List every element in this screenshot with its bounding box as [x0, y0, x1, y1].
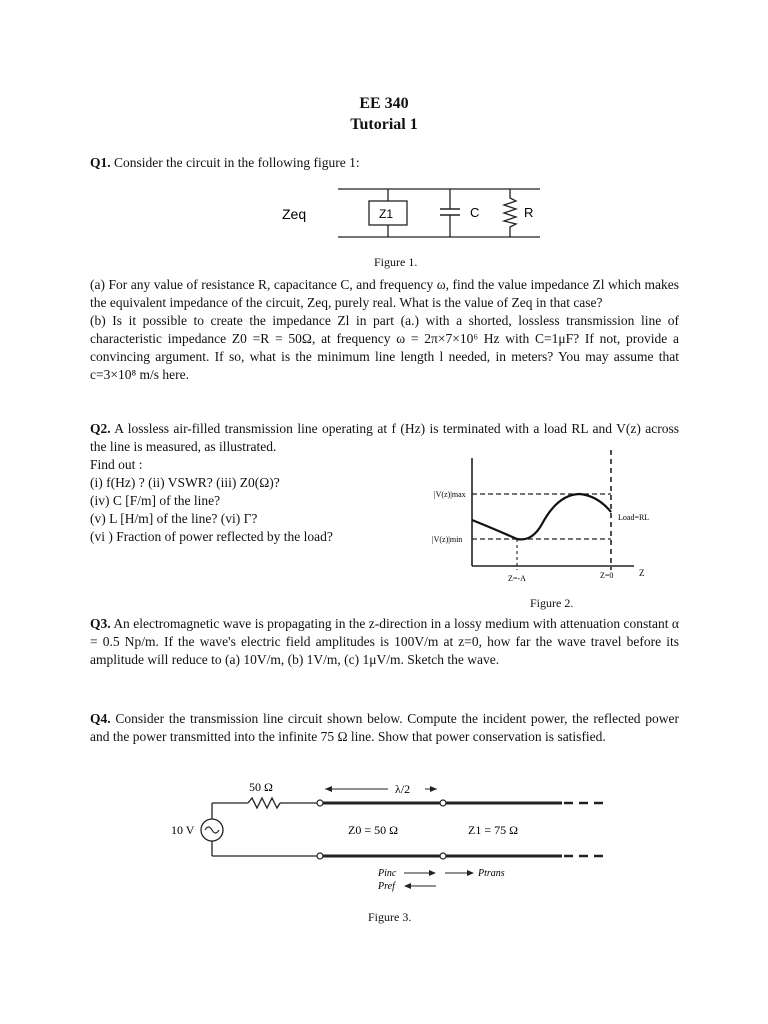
q1-part-a: (a) For any value of resistance R, capacitance C, and frequency ω, find the value impedance Zl which makes the equivalent impedance of the circuit, Zeq, purely real. What is the value of Zeq in that case? [90, 277, 679, 310]
figure-3-pref-label: Pref [378, 881, 395, 892]
figure-3-caption: Figure 3. [368, 910, 412, 924]
figure-3-pinc-label: Pinc [378, 868, 397, 879]
figure-1-r-label: R [524, 205, 534, 220]
figure-3-z1-label: Z1 = 75 Ω [468, 823, 519, 837]
q2-find-list [90, 456, 430, 546]
figure-2-load-label: Load=RL [618, 513, 650, 522]
figure-2-standing-wave [430, 450, 660, 586]
q3-text: An electromagnetic wave is propagating in the z-direction in a lossy medium with attenuation constant α = 0.5 Np/m. If the wave's electric field amplitudes is 100V/m at z=0, how far the wave travel before its amplitude will reduce to (a) 10V/m, (b) 1V/m, (c) 1μV/m. Sketch the wave. [90, 616, 680, 667]
tutorial-subtitle: Tutorial 1 [350, 116, 418, 133]
figure-2-vmin-label: |V(z)|min [432, 535, 463, 544]
figure-3-ptrans-label: Ptrans [478, 868, 505, 879]
figure-2-z-axis-label: Z [639, 568, 645, 578]
q1-parts [90, 276, 679, 384]
q4-label: Q4. [90, 711, 111, 726]
figure-2-voltage-curve [472, 494, 611, 539]
q1-intro [90, 154, 679, 172]
figure-3-source-label: 10 V [171, 823, 195, 837]
q2-label: Q2. [90, 421, 111, 436]
figure-3-junction [440, 800, 446, 806]
q3-label: Q3. [90, 616, 111, 631]
course-title: EE 340 [359, 95, 409, 112]
figure-2-vmax-label: |V(z)|max [434, 490, 466, 499]
q2-find-out: Find out : [90, 457, 143, 472]
q2-item: (v) L [H/m] of the line? (vi) Γ? [90, 511, 258, 526]
figure-3-terminal [317, 800, 323, 806]
figure-1-caption: Figure 1. [374, 255, 418, 269]
q3-block [90, 615, 679, 669]
figure-2-z-zero-label: Z=0 [600, 571, 614, 580]
figure-2-caption: Figure 2. [530, 596, 574, 610]
figure-3-transmission-line [160, 776, 610, 906]
figure-3-z0-label: Z0 = 50 Ω [348, 823, 399, 837]
q2-item: (iv) C [F/m] of the line? [90, 493, 221, 508]
q4-text: Consider the transmission line circuit shown below. Compute the incident power, the reflected power and the power transmitted into the infinite 75 Ω line. Show that power conservation is satisfied. [90, 711, 680, 744]
figure-3-resistor-label: 50 Ω [249, 780, 273, 794]
figure-1-resistor [504, 189, 516, 237]
q1-label: Q1. [90, 155, 111, 170]
q1-part-b: (b) Is it possible to create the impedance Zl in part (a.) with a shorted, lossless transmission line of characteristic impedance Z0 =R = 50Ω, at frequency ω = 2π×7×10⁶ Hz with C=1μF? If not, provide a convincing argument. If so, what is the minimum line length l needed, in meters? You may assume that c=3×10⁸ m/s here. [90, 313, 679, 382]
figure-2-z-neg-label: Z=-A [508, 574, 526, 583]
figure-1-z1-label: Z1 [379, 207, 394, 221]
figure-3-resistor [248, 798, 280, 808]
q4-block [90, 710, 679, 746]
q1-intro-text: Consider the circuit in the following figure 1: [114, 155, 360, 170]
figure-3-length-label: λ/2 [395, 782, 411, 796]
figure-1-c-label: C [470, 205, 480, 220]
q2-item: (vi ) Fraction of power reflected by the load? [90, 529, 333, 544]
figure-1-zeq-label: Zeq [282, 206, 307, 222]
figure-1-circuit [270, 180, 560, 248]
q2-text: A lossless air-filled transmission line operating at f (Hz) is terminated with a load RL and V(z) across the line is measured, as illustrated. [90, 421, 680, 454]
q2-item: (i) f(Hz) ? (ii) VSWR? (iii) Z0(Ω)? [90, 475, 280, 490]
